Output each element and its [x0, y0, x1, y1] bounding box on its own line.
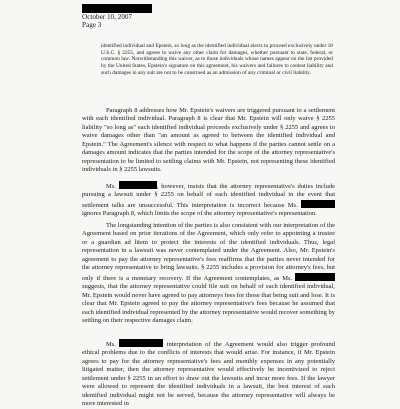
paragraph-2-text-a: Ms.: [106, 183, 116, 190]
paragraph-3-text-b: suggests, that the attorney representative could file suit on behalf of each identified individual, Mr. Epstein would never have agreed to pay attorneys fees for those that being suit and lose. It is clear that Mr. Epstein agreed to pay the attorney representative's fees because he assumed that each identified individual represented by the attorney representative would recover something by settling on their respective damages claim.: [82, 283, 335, 324]
paragraph-2-text-c: ignores Paragraph 8, which limits the scope of the attorney representative's representation.: [82, 210, 317, 218]
redacted-name: [119, 339, 163, 347]
paragraph-4-text-b: interpretation of the Agreement would also trigger profound ethical problems due to the conflicts of interests that would arise. For instance, if Mr. Epstein agrees to pay for the attorney representative's fees and monthly expenses in any potentially litigated matter, then the attorney representative would effectively be incentivized to reject settlement under § 2255 in an effort to draw out the lawsuits and incur more fees. If the lawyer were allowed to represent the identified individuals in a lawsuit, the best interest of each identified individual might not be served, because the attorney representative will always be more interested in: [82, 341, 336, 408]
paragraph-2-text-b: , however, insists that the attorney representative's duties include pursuing a lawsuit under § 2255 on behalf of each identified individual in the event that settlement talks are unsuccessful. This interpretation is incorrect because Ms.: [82, 183, 336, 209]
paragraph-2: [82, 181, 335, 219]
redacted-name: [301, 200, 335, 208]
paragraph-3-text-a: The longstanding intention of the parties is also consistent with our interpretation of the Agreement based on prior iterations of the Agreement, which only refer to appointing a trustee or a guardian ad litem to protect the interests of the identified individuals. Thus, legal representation in a lawsuit was never contemplated under the Agreement. Also, Mr. Epstein's agreement to pay the attorney representative's fees reaffirms that the parties never intended for the attorney representative to bring lawsuits. § 2255 includes a provision for attorney's fees, but only if there is a monetary recovery. If the Agreement contemplates, as Ms.: [82, 222, 335, 282]
paragraph-4-text-a: Ms.: [106, 341, 116, 348]
redacted-name: [295, 273, 335, 281]
paragraph-1: [82, 107, 335, 175]
paragraph-4: [82, 339, 335, 409]
page-number: Page 3: [82, 21, 102, 29]
redacted-name: [119, 181, 157, 189]
letter-date: October 10, 2007: [82, 13, 133, 21]
paragraph-1-text: Paragraph 8 addresses how Mr. Epstein's waivers are triggered pursuant to a settlement with each identified individual. Paragraph 8 is clear that Mr. Epstein will only waive § 2255 liability "so long as" each identified individual proceeds exclusively under § 2255 and agrees to waive damages other than "an amount as agreed to between the identified individual and Epstein." The Agreement's silence with respect to what happens if the parties cannot settle on a damages amount indicates that the parties intended for the scope of the attorney representative's representation to be limited to settling claims with Mr. Epstein, not representing these identified individuals in § 2255 lawsuits.: [82, 107, 335, 174]
block-quote: identified individual and Epstein, so long as the identified individual elects to proceed exclusively under 18 U.S.C. § 2255, and agrees to waive any other claim for damages, whether pursuant to state, federal, or common law. Notwithstanding this waiver, as to those individuals whose names appear on the list provided by the United States, Epstein's signature on this agreement, his waivers and failures to contest liability and such damages in any suit are not to be construed as an admission of any criminal or civil liability.: [101, 43, 333, 76]
redacted-recipient: [82, 4, 152, 13]
paragraph-3: [82, 222, 335, 325]
